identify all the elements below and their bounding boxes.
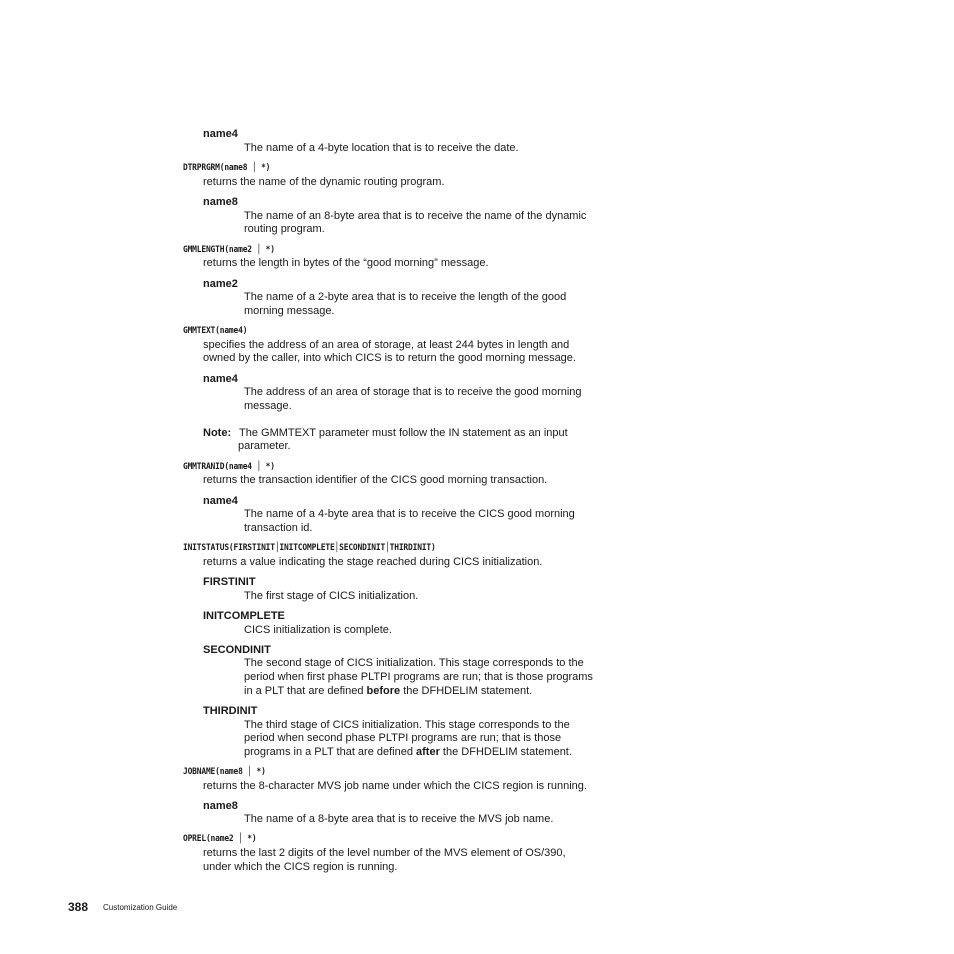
value-name: THIRDINIT — [203, 705, 258, 717]
keyword-description: returns a value indicating the stage reached during CICS initialization. — [203, 556, 543, 568]
param-description: The address of an area of storage that is to receive the good morning — [244, 386, 582, 398]
param-description: The name of a 2-byte area that is to receive the length of the good — [244, 291, 567, 303]
param-description: The name of an 8-byte area that is to receive the name of the dynamic — [244, 210, 587, 222]
param-name: name4 — [203, 128, 238, 140]
keyword-description: returns the name of the dynamic routing program. — [203, 176, 445, 188]
keyword-heading: GMMTEXT(name4) — [183, 326, 248, 336]
param-description: The name of a 8-byte area that is to receive the MVS job name. — [244, 813, 554, 825]
keyword-heading: GMMLENGTH(name2 │ *) — [183, 245, 275, 255]
emphasis: before — [366, 685, 401, 697]
text-run: the DFHDELIM statement. — [400, 685, 533, 697]
param-name: name4 — [203, 495, 238, 507]
keyword-description: returns the 8-character MVS job name under which the CICS region is running. — [203, 780, 587, 792]
value-name: INITCOMPLETE — [203, 610, 285, 622]
keyword-description: under which the CICS region is running. — [203, 861, 398, 873]
param-description: message. — [244, 400, 292, 412]
value-name: FIRSTINIT — [203, 576, 256, 588]
note-text: The GMMTEXT parameter must follow the IN statement as an input — [239, 427, 568, 439]
keyword-description: returns the transaction identifier of the CICS good morning transaction. — [203, 474, 548, 486]
note-label: Note: — [203, 427, 232, 439]
keyword-description: specifies the address of an area of storage, at least 244 bytes in length and — [203, 339, 570, 351]
param-description: The name of a 4-byte location that is to receive the date. — [244, 142, 519, 154]
param-name: name4 — [203, 373, 238, 385]
keyword-heading: GMMTRANID(name4 │ *) — [183, 462, 275, 472]
value-description: The third stage of CICS initialization. This stage corresponds to the — [244, 719, 570, 731]
value-description: The first stage of CICS initialization. — [244, 590, 419, 602]
value-description — [244, 745, 572, 759]
value-description: CICS initialization is complete. — [244, 624, 392, 636]
text-run: in a PLT that are defined — [244, 685, 367, 697]
text-run: the DFHDELIM statement. — [439, 746, 572, 758]
keyword-heading: DTRPRGRM(name8 │ *) — [183, 163, 271, 173]
value-description: period when first phase PLTPI programs are run; that is those programs — [244, 671, 593, 683]
page-number: 388 — [68, 900, 89, 914]
book-title: Customization Guide — [103, 903, 178, 912]
keyword-heading: OPREL(name2 │ *) — [183, 834, 257, 844]
text-run: programs in a PLT that are defined — [244, 746, 417, 758]
value-description: The second stage of CICS initialization. This stage corresponds to the — [244, 657, 584, 669]
param-name: name8 — [203, 196, 238, 208]
param-description: routing program. — [244, 223, 325, 235]
value-description: period when second phase PLTPI programs are run; that is those — [244, 732, 562, 744]
param-name: name2 — [203, 278, 238, 290]
note-text: parameter. — [238, 440, 291, 452]
keyword-description: returns the last 2 digits of the level number of the MVS element of OS/390, — [203, 847, 566, 859]
value-name: SECONDINIT — [203, 644, 271, 656]
keyword-description: returns the length in bytes of the “good morning” message. — [203, 257, 489, 269]
param-description: The name of a 4-byte area that is to receive the CICS good morning — [244, 508, 575, 520]
param-description: transaction id. — [244, 522, 313, 534]
keyword-heading: INITSTATUS(FIRSTINIT│INITCOMPLETE│SECONDINIT│THIRDINIT) — [183, 543, 436, 553]
value-description — [244, 684, 532, 698]
keyword-description: owned by the caller, into which CICS is to return the good morning message. — [203, 352, 576, 364]
param-name: name8 — [203, 800, 238, 812]
emphasis: after — [416, 746, 440, 758]
param-description: morning message. — [244, 305, 335, 317]
keyword-heading: JOBNAME(name8 │ *) — [183, 767, 266, 777]
